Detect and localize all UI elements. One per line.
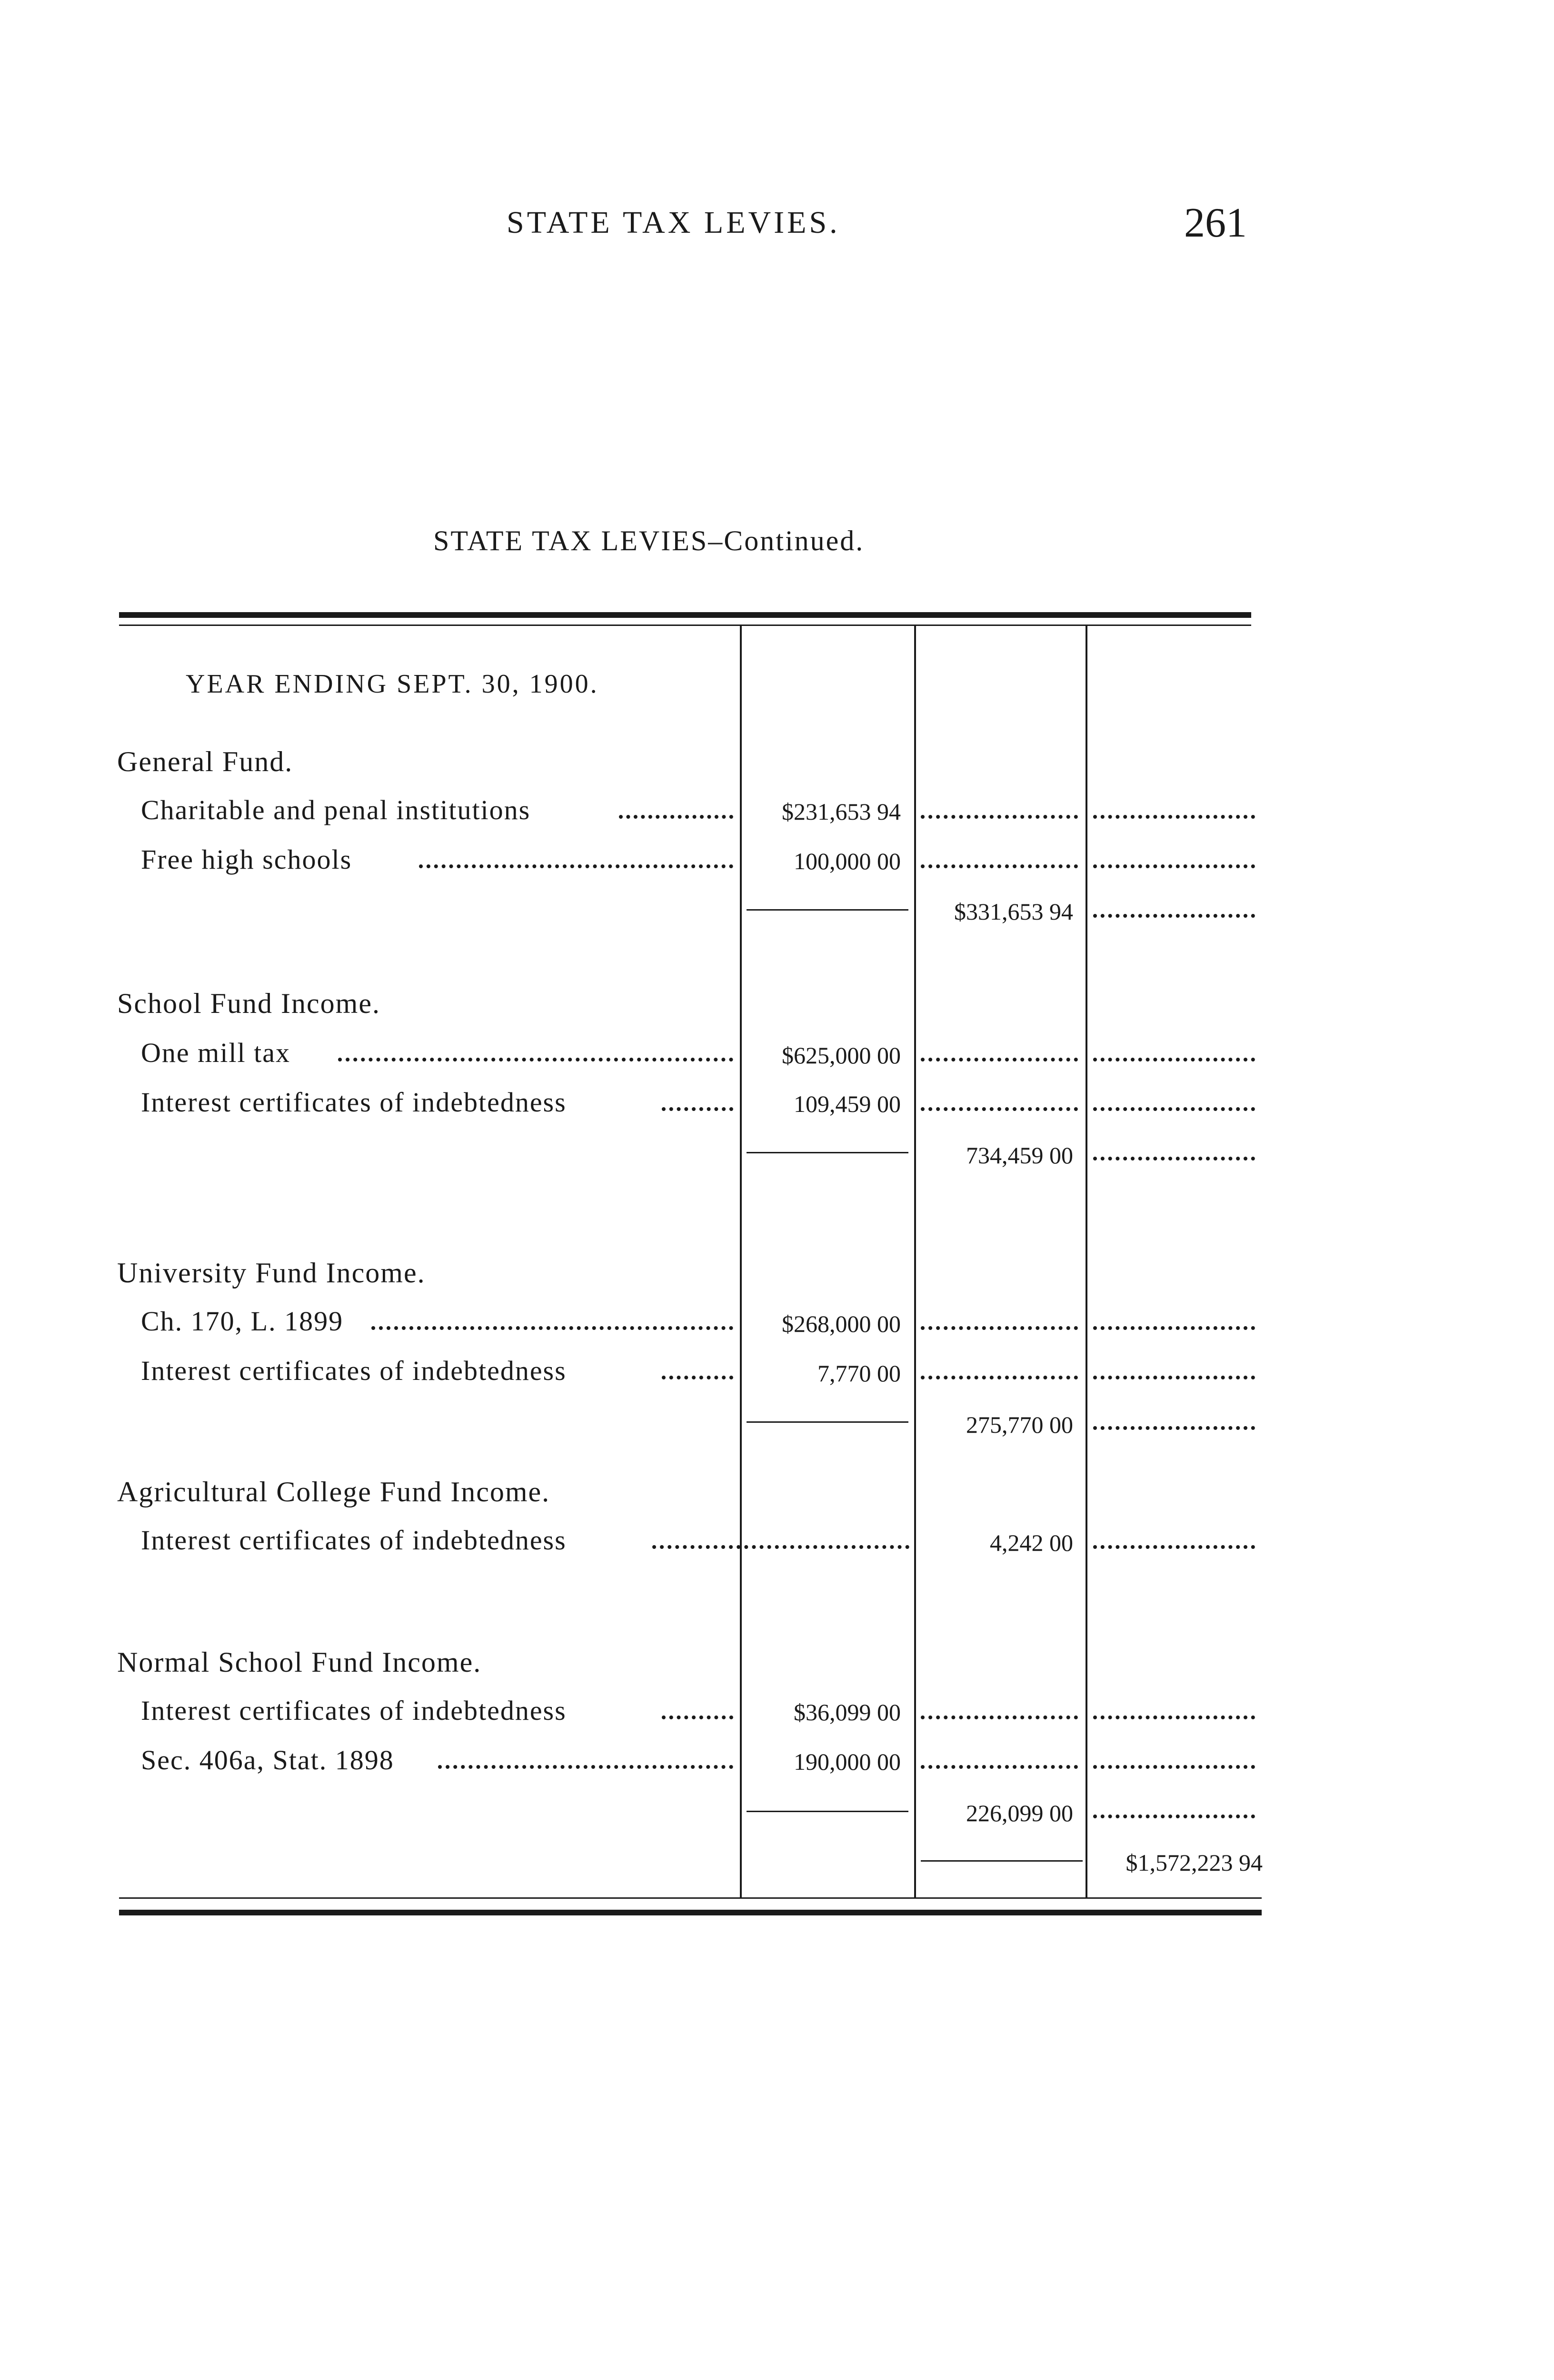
item-label: Charitable and penal institutions	[141, 794, 531, 825]
item-amount: $625,000 00	[782, 1042, 901, 1069]
dot-leader	[1093, 1426, 1255, 1430]
top-double-rule	[119, 612, 1251, 618]
sum-rule	[921, 1860, 1083, 1862]
dot-leader	[921, 1058, 1078, 1061]
dot-leader	[662, 1376, 733, 1379]
dot-leader	[371, 1326, 733, 1330]
dot-leader	[921, 864, 1078, 868]
item-amount: $231,653 94	[782, 798, 901, 825]
section-title: University Fund Income.	[117, 1257, 426, 1289]
dot-leader	[1093, 1157, 1255, 1160]
section-subtotal: 734,459 00	[966, 1142, 1073, 1169]
item-label: Interest certificates of indebtedness	[141, 1695, 567, 1726]
dot-leader	[921, 1716, 1078, 1719]
item-label: Interest certificates of indebtedness	[141, 1355, 567, 1386]
dot-leader	[662, 1716, 733, 1719]
dot-leader	[419, 864, 733, 868]
dot-leader	[1093, 1376, 1255, 1379]
dot-leader	[1093, 1545, 1255, 1549]
dot-leader	[1093, 1765, 1255, 1769]
grand-total: $1,572,223 94	[1126, 1849, 1263, 1876]
dot-leader	[921, 815, 1078, 819]
dot-leader	[619, 815, 733, 819]
running-title: STATE TAX LEVIES.	[507, 205, 840, 240]
item-amount: 109,459 00	[794, 1091, 901, 1117]
sum-rule	[747, 1811, 908, 1812]
table-subtitle: STATE TAX LEVIES–Continued.	[433, 525, 865, 556]
item-amount: 100,000 00	[794, 848, 901, 874]
section-title: Normal School Fund Income.	[117, 1646, 482, 1678]
item-label: Interest certificates of indebtedness	[141, 1525, 567, 1556]
item-label: Free high schools	[141, 844, 352, 875]
section-subtotal: 226,099 00	[966, 1800, 1073, 1826]
column-divider-2	[914, 625, 916, 1897]
item-amount: 4,242 00	[990, 1529, 1073, 1556]
section-subtotal: 275,770 00	[966, 1411, 1073, 1438]
dot-leader	[338, 1058, 733, 1061]
dot-leader	[921, 1376, 1078, 1379]
bottom-double-rule	[119, 1910, 1262, 1915]
item-amount: $36,099 00	[794, 1699, 901, 1726]
dot-leader	[1093, 1716, 1255, 1719]
bottom-thin-rule	[119, 1897, 1262, 1899]
item-amount: 190,000 00	[794, 1748, 901, 1775]
dot-leader	[1093, 864, 1255, 868]
item-label: One mill tax	[141, 1037, 290, 1068]
item-label: Interest certificates of indebtedness	[141, 1087, 567, 1118]
dot-leader	[1093, 815, 1255, 819]
section-title: Agricultural College Fund Income.	[117, 1476, 550, 1507]
year-heading: YEAR ENDING SEPT. 30, 1900.	[186, 669, 599, 699]
item-label: Sec. 406a, Stat. 1898	[141, 1745, 394, 1775]
page-number: 261	[1184, 200, 1247, 246]
dot-leader	[921, 1107, 1078, 1111]
item-amount: 7,770 00	[817, 1360, 901, 1387]
dot-leader	[652, 1545, 909, 1549]
dot-leader	[1093, 1058, 1255, 1061]
dot-leader	[921, 1765, 1078, 1769]
section-subtotal: $331,653 94	[954, 898, 1073, 925]
section-title: General Fund.	[117, 746, 293, 777]
dot-leader	[1093, 1107, 1255, 1111]
sum-rule	[747, 909, 908, 911]
column-divider-3	[1086, 625, 1087, 1897]
item-label: Ch. 170, L. 1899	[141, 1306, 344, 1337]
dot-leader	[438, 1765, 733, 1769]
dot-leader	[1093, 1815, 1255, 1818]
dot-leader	[921, 1326, 1078, 1330]
dot-leader	[1093, 914, 1255, 918]
column-divider-1	[740, 625, 742, 1897]
sum-rule	[747, 1421, 908, 1423]
item-amount: $268,000 00	[782, 1310, 901, 1337]
top-thin-rule	[119, 625, 1251, 626]
section-title: School Fund Income.	[117, 988, 380, 1019]
dot-leader	[662, 1107, 733, 1111]
sum-rule	[747, 1152, 908, 1153]
dot-leader	[1093, 1326, 1255, 1330]
